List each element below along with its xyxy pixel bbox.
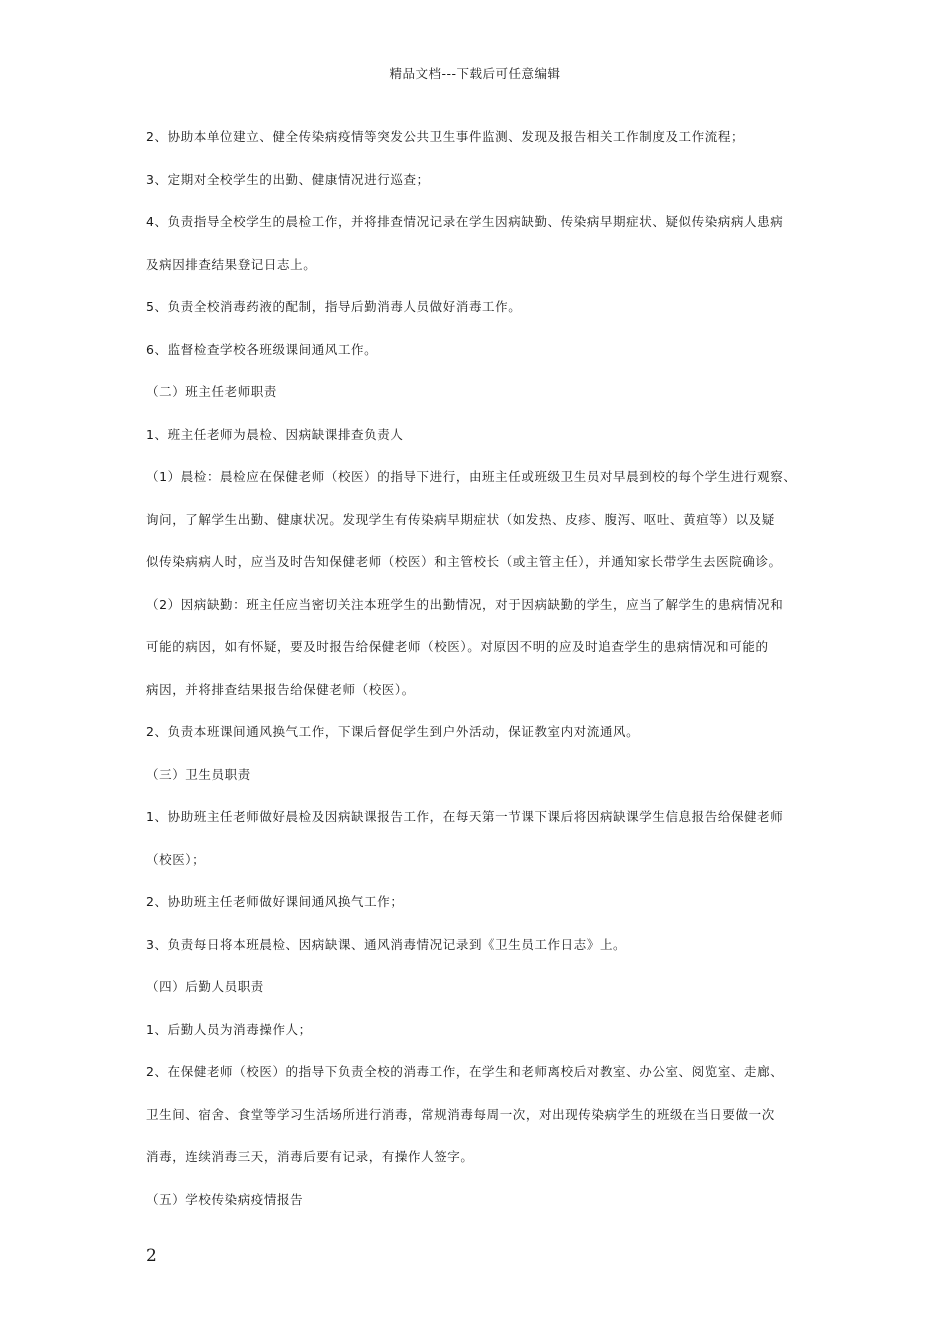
- paragraph-line: （校医）；: [146, 851, 206, 867]
- paragraph-line: 询问，了解学生出勤、健康状况。发现学生有传染病早期症状（如发热、皮疹、腹泻、呕吐、黄疸等）以及疑: [146, 511, 775, 527]
- paragraph-line: 消毒，连续消毒三天，消毒后要有记录，有操作人签字。: [146, 1149, 474, 1164]
- section-heading: （五）学校传染病疫情报告: [146, 1191, 304, 1207]
- section-heading: （三）卫生员职责: [146, 766, 251, 782]
- paragraph-line: 2、协助本单位建立、健全传染病疫情等突发公共卫生事件监测、发现及报告相关工作制度及工作流程；: [146, 129, 745, 144]
- section-heading: （四）后勤人员职责: [146, 979, 264, 994]
- paragraph-line: 卫生间、宿舍、食堂等学习生活场所进行消毒，常规消毒每周一次，对出现传染病学生的班级在当日要做一次: [146, 1106, 775, 1122]
- section-heading: （二）班主任老师职责: [146, 384, 278, 399]
- paragraph-line: 6、监督检查学校各班级课间通风工作。: [146, 341, 378, 357]
- paragraph-line: （1）晨检：晨检应在保健老师（校医）的指导下进行，由班主任或班级卫生员对早晨到校的每个学生进行观察、: [146, 469, 797, 484]
- paragraph-line: 1、后勤人员为消毒操作人；: [146, 1021, 312, 1037]
- paragraph-line: （2）因病缺勤：班主任应当密切关注本班学生的出勤情况，对于因病缺勤的学生，应当了解学生的患病情况和: [146, 596, 784, 612]
- document-header: 精品文档---下载后可任意编辑: [389, 66, 561, 81]
- paragraph-line: 似传染病病人时，应当及时告知保健老师（校医）和主管校长（或主管主任），并通知家长带学生去医院确诊。: [146, 554, 782, 569]
- document-body: [146, 126, 826, 1231]
- paragraph-line: 3、定期对全校学生的出勤、健康情况进行巡查；: [146, 171, 430, 187]
- paragraph-line: 4、负责指导全校学生的晨检工作，并将排查情况记录在学生因病缺勤、传染病早期症状、疑似传染病病人患病: [146, 214, 784, 229]
- paragraph-line: 1、班主任老师为晨检、因病缺课排查负责人: [146, 426, 404, 442]
- paragraph-line: 3、负责每日将本班晨检、因病缺课、通风消毒情况记录到《卫生员工作日志》上。: [146, 936, 627, 952]
- paragraph-line: 2、协助班主任老师做好课间通风换气工作；: [146, 894, 404, 909]
- paragraph-line: 2、在保健老师（校医）的指导下负责全校的消毒工作，在学生和老师离校后对教室、办公室、阅览室、走廊、: [146, 1064, 784, 1079]
- paragraph-line: 2、负责本班课间通风换气工作，下课后督促学生到户外活动，保证教室内对流通风。: [146, 724, 640, 739]
- paragraph-line: 可能的病因，如有怀疑，要及时报告给保健老师（校医）。对原因不明的应及时追查学生的患病情况和可能的: [146, 639, 769, 654]
- page-number: 2: [146, 1246, 157, 1266]
- paragraph-line: 1、协助班主任老师做好晨检及因病缺课报告工作，在每天第一节课下课后将因病缺课学生信息报告给保健老师: [146, 809, 784, 824]
- paragraph-line: 5、负责全校消毒药液的配制，指导后勤消毒人员做好消毒工作。: [146, 299, 522, 314]
- paragraph-line: 病因，并将排查结果报告给保健老师（校医）。: [146, 681, 415, 697]
- paragraph-line: 及病因排查结果登记日志上。: [146, 256, 317, 272]
